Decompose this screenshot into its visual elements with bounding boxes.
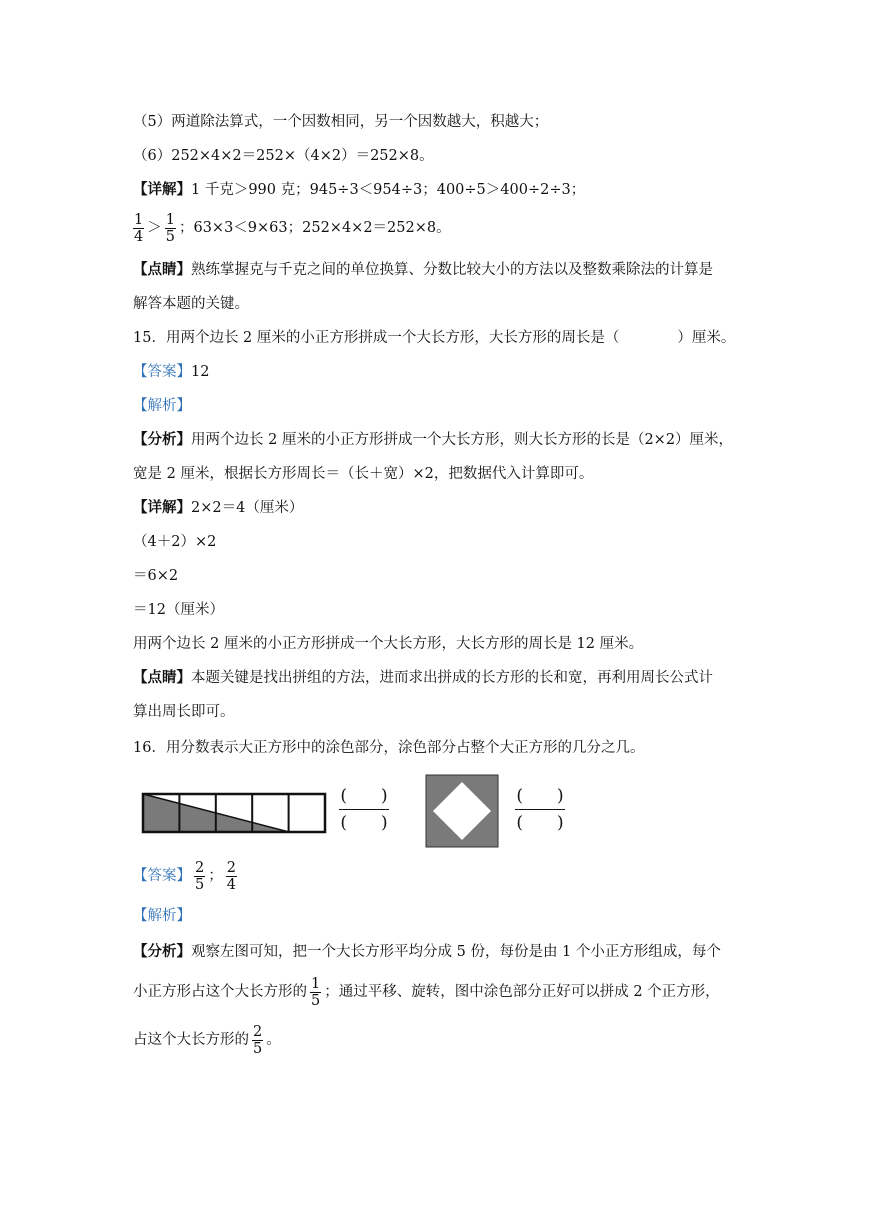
analysis-subtag: 【分析】	[133, 431, 191, 448]
analysis-text: 小正方形占这个大长方形的	[133, 984, 307, 1000]
text-line: 宽是 2 厘米，根据长方形周长＝（长＋宽）×2，把数据代入计算即可。	[133, 466, 594, 482]
question-16: 16．用分数表示大正方形中的涂色部分，涂色部分占整个大正方形的几分之几。	[133, 740, 645, 756]
text-line	[133, 1020, 281, 1060]
text-line	[133, 180, 585, 200]
text-line: 解答本题的关键。	[133, 296, 249, 312]
key-point-text: 熟练掌握克与千克之间的单位换算、分数比较大小的方法以及整数乘除法的计算是	[191, 262, 713, 278]
fraction: $\frac{2}{5}$	[253, 1023, 263, 1057]
answer-tag: 【答案】	[133, 868, 191, 884]
text-line	[133, 972, 720, 1012]
detail-tag: 【详解】	[133, 181, 191, 198]
analysis-text: ；通过平移、旋转，图中涂色部分正好可以拼成 2 个正方形，	[324, 984, 720, 1000]
answer-line	[133, 362, 209, 382]
text-line: 用两个边长 2 厘米的小正方形拼成一个大长方形，大长方形的周长是 12 厘米。	[133, 636, 644, 652]
answer-line	[133, 858, 240, 894]
blank-fraction: ( ) ( )	[516, 786, 564, 833]
text-line	[133, 942, 721, 962]
gt-sign: ＞	[147, 220, 162, 236]
analysis-text: 占这个大长方形的	[133, 1032, 249, 1048]
key-point-tag: 【点睛】	[133, 261, 191, 278]
fraction: $\frac{2}{4}$	[226, 859, 236, 893]
calc-line: ＝6×2	[133, 568, 179, 584]
text-line	[133, 668, 713, 688]
answer-value: 12	[191, 364, 210, 380]
text-line	[133, 498, 303, 518]
analysis-text: 。	[266, 1032, 281, 1048]
question-15: 15．用两个边长 2 厘米的小正方形拼成一个大长方形，大长方形的周长是（ ）厘米。	[133, 330, 736, 346]
fraction: $\frac{1}{4}$	[134, 211, 144, 245]
detail-text: 2×2＝4（厘米）	[191, 500, 304, 516]
text-line	[133, 210, 451, 246]
separator: ；	[208, 868, 223, 884]
fraction: $\frac{1}{5}$	[165, 211, 175, 245]
blank-fraction: ( ) ( )	[340, 786, 388, 833]
analysis-tag: 【解析】	[133, 398, 191, 414]
analysis-subtag: 【分析】	[133, 943, 191, 960]
answer-tag: 【答案】	[133, 364, 191, 380]
rectangle-figure	[141, 790, 329, 836]
key-point-tag: 【点睛】	[133, 669, 191, 686]
text-line: 算出周长即可。	[133, 704, 235, 720]
key-point-text: 本题关键是找出拼组的方法，进而求出拼成的长方形的长和宽，再利用周长公式计	[191, 670, 713, 686]
calc-line: ＝12（厘米）	[133, 602, 224, 618]
fraction: $\frac{2}{5}$	[195, 859, 205, 893]
detail-tag: 【详解】	[133, 499, 191, 516]
text-line	[133, 430, 733, 450]
text-line: （6）252×4×2＝252×（4×2）＝252×8。	[133, 148, 434, 164]
calc-line: （4＋2）×2	[133, 534, 217, 550]
analysis-tag: 【解析】	[133, 908, 191, 924]
text-line: （5）两道除法算式，一个因数相同，另一个因数越大，积越大；	[133, 114, 549, 130]
analysis-text: 观察左图可知，把一个大长方形平均分成 5 份，每份是由 1 个小正方形组成，每个	[191, 944, 721, 960]
detail-text: 1 千克＞990 克；945÷3＜954÷3；400÷5＞400÷2÷3；	[191, 182, 586, 198]
fraction: $\frac{1}{5}$	[311, 975, 321, 1009]
detail-text: ；63×3＜9×63；252×4×2＝252×8。	[178, 220, 451, 236]
analysis-text: 用两个边长 2 厘米的小正方形拼成一个大长方形，则大长方形的长是（2×2）厘米，	[191, 432, 734, 448]
text-line	[133, 260, 713, 280]
square-figure	[425, 774, 499, 848]
